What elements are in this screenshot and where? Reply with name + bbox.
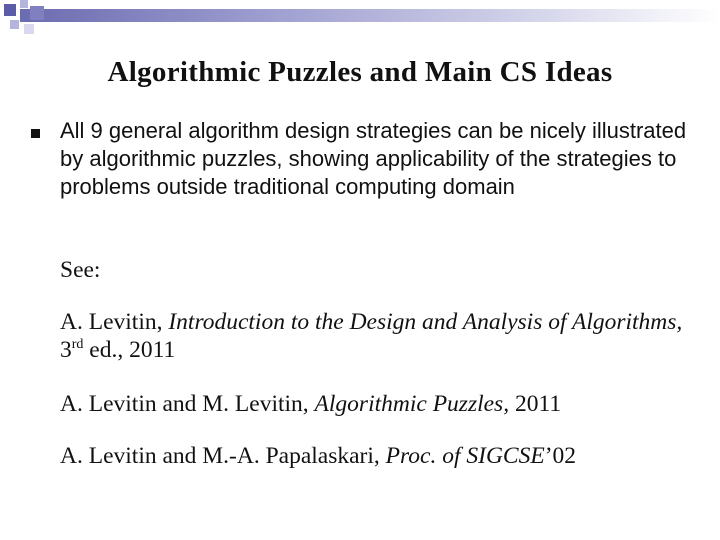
decor-square: [20, 0, 28, 8]
reference-title: Introduction to the Design and Analysis of Algorithms,: [168, 309, 683, 335]
reference-authors: A. Levitin,: [60, 309, 169, 335]
decor-square: [4, 4, 16, 16]
reference-title: Proc. of SIGCSE: [385, 443, 545, 469]
reference-year: ’02: [544, 443, 577, 469]
decor-square: [30, 6, 44, 20]
slide-title: Algorithmic Puzzles and Main CS Ideas: [107, 56, 613, 88]
decor-square: [24, 24, 34, 34]
bullet-square-icon: [31, 129, 40, 138]
reference-year: ed., 2011: [83, 337, 176, 363]
reference-title: Algorithmic Puzzles,: [314, 391, 510, 417]
reference-1: [60, 308, 710, 364]
decorative-header-band: [0, 0, 720, 50]
reference-edition: 3: [60, 337, 72, 363]
see-label: See:: [60, 257, 101, 283]
reference-authors: A. Levitin and M.-A. Papalaskari,: [60, 443, 386, 469]
reference-authors: A. Levitin and M. Levitin,: [60, 391, 315, 417]
reference-edition-suffix: rd: [71, 337, 84, 352]
bullet-text: All 9 general algorithm design strategies can be nicely illustrated by algorithmic puzzles, showing applicability of the strategies to problems outside traditional computing domain: [60, 118, 687, 199]
gradient-stripe: [20, 9, 720, 22]
reference-3: [60, 442, 710, 470]
decor-square: [10, 20, 19, 29]
reference-year: 2011: [509, 391, 562, 417]
reference-2: [60, 390, 710, 418]
